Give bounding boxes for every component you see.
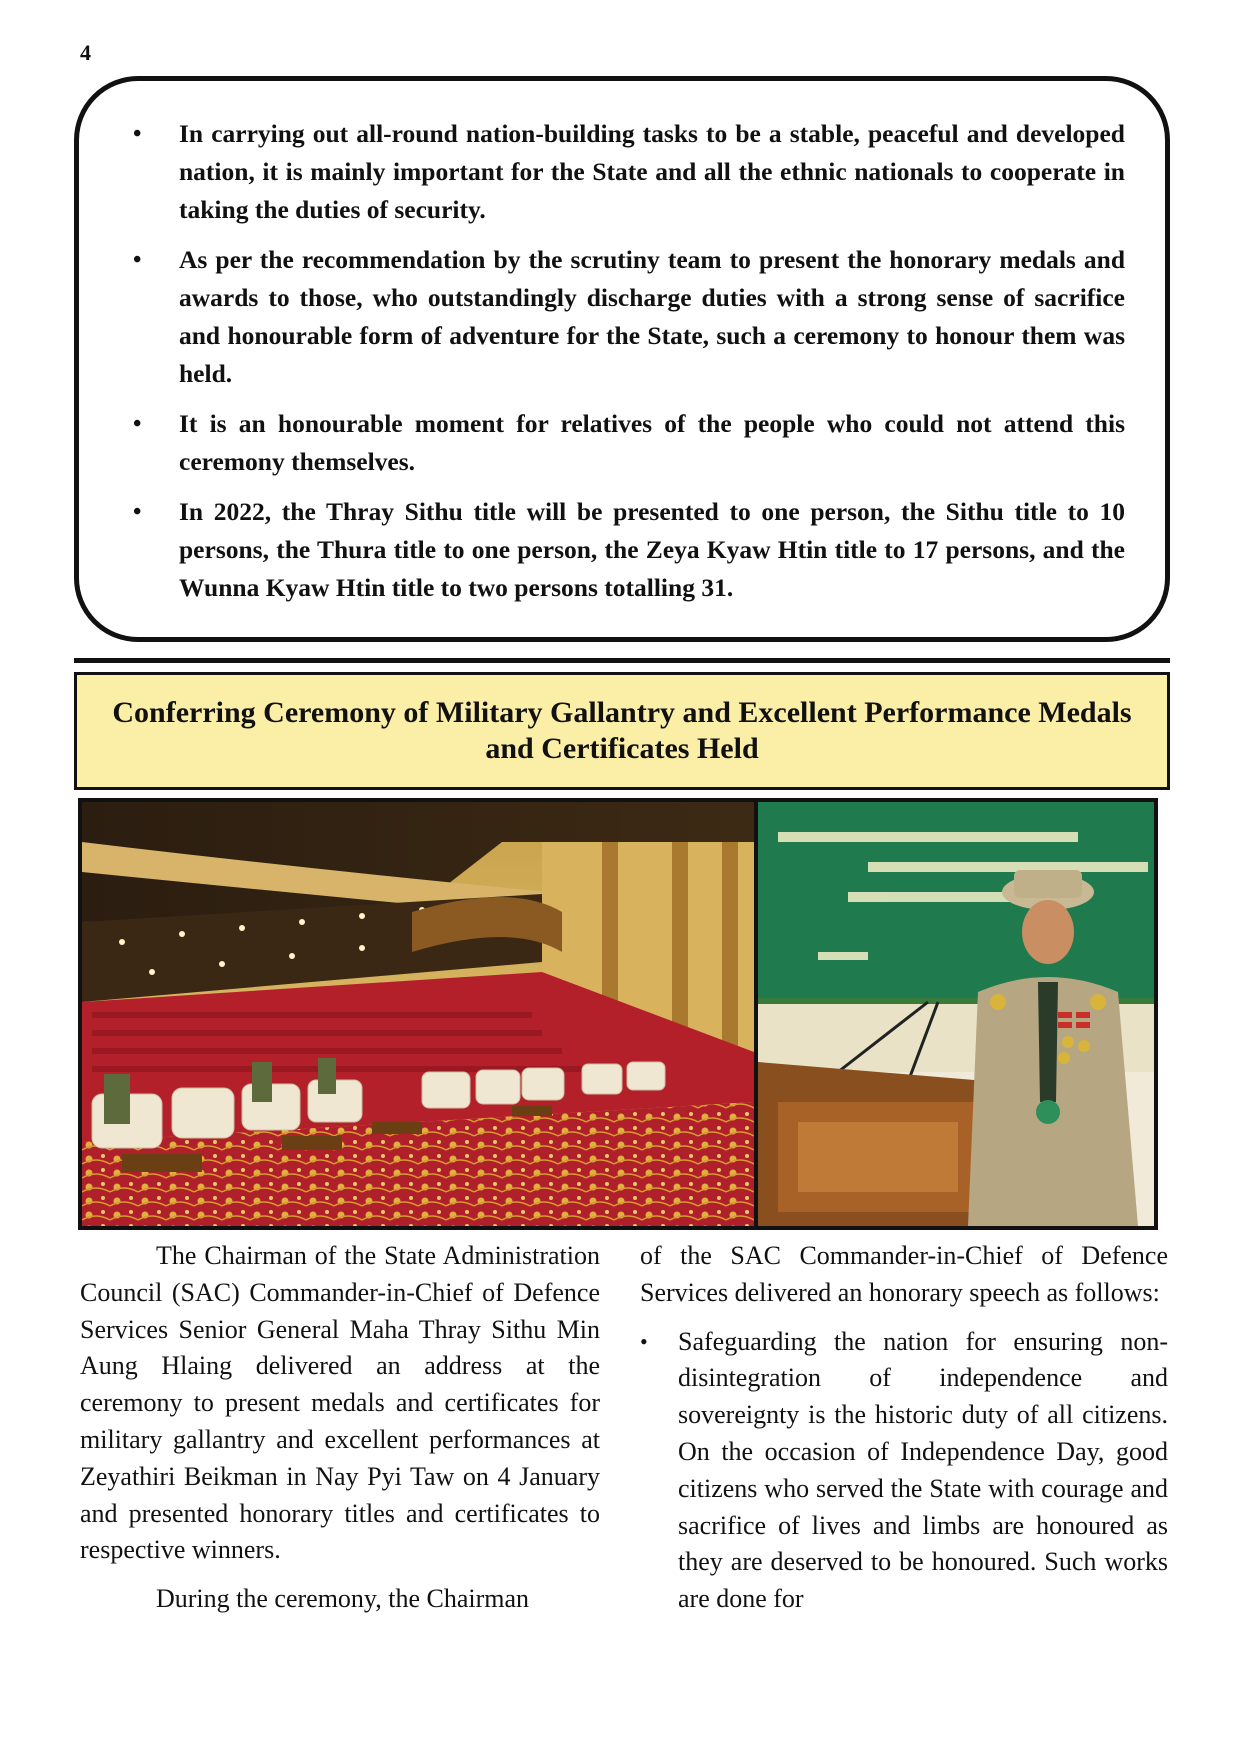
hall-audience-photo xyxy=(82,802,754,1226)
article-title-line2: and Certificates Held xyxy=(485,732,759,765)
speech-point-text: Safeguarding the nation for ensuring non-disintegration of independence and sovereignty is the historic duty of all citizens. On the occasion of Independence Day, good citizens who served the State with courage and sacrifice of lives and limbs are honoured as they are deserved to be honoured. Such works are done for xyxy=(678,1326,1168,1614)
bullet-icon: • xyxy=(133,247,142,273)
bullet-icon: • xyxy=(133,121,142,147)
article-body xyxy=(80,1238,1168,1738)
highlight-text: In 2022, the Thray Sithu title will be presented to one person, the Sithu title to 10 persons, the Thura title to one person, the Zeya Kyaw Htin title to 17 persons, and the Wunna Kyaw Htin title to two persons totalling 31. xyxy=(179,497,1125,602)
section-divider xyxy=(74,658,1170,663)
page-number: 4 xyxy=(80,40,91,65)
bullet-icon: • xyxy=(640,1328,648,1354)
highlight-item xyxy=(111,405,1125,481)
highlights-box xyxy=(74,76,1170,642)
article-title xyxy=(112,695,1131,767)
highlight-item xyxy=(111,493,1125,607)
speech-point xyxy=(640,1324,1168,1618)
article-paragraph-continuation: of the SAC Commander-in-Chief of Defence Services delivered an honorary speech as follows: xyxy=(640,1241,1168,1307)
bullet-icon: • xyxy=(133,411,142,437)
article-paragraph: The Chairman of the State Administration Council (SAC) Commander-in-Chief of Defence Services Senior General Maha Thray Sithu Min Aung Hlaing delivered an address at the ceremony to present medals and certificates for military gallantry and excellent performances at Zeyathiri Beikman in Nay Pyi Taw on 4 January and presented honorary titles and certificates to respective winners. xyxy=(80,1241,600,1565)
highlight-text: As per the recommendation by the scrutiny team to present the honorary medals and awards to those, who outstandingly discharge duties with a strong sense of sacrifice and honourable form of adventure for the State, such a ceremony to honour them was held. xyxy=(179,245,1125,388)
highlight-text: It is an honourable moment for relatives of the people who could not attend this ceremony themselves. xyxy=(179,409,1125,476)
highlight-item xyxy=(111,241,1125,393)
article-column-right xyxy=(640,1238,1168,1618)
article-title-box xyxy=(74,672,1170,790)
article-paragraph-continued: During the ceremony, the Chairman xyxy=(156,1584,530,1614)
highlight-item xyxy=(111,115,1125,229)
highlights-list xyxy=(111,115,1125,607)
speaker-at-podium-photo xyxy=(758,802,1154,1226)
photo-strip xyxy=(78,798,1158,1230)
bullet-icon: • xyxy=(133,499,142,525)
highlight-text: In carrying out all-round nation-building tasks to be a stable, peaceful and developed nation, it is mainly important for the State and all the ethnic nationals to cooperate in taking the duties of security. xyxy=(179,119,1125,224)
speech-points-list xyxy=(640,1324,1168,1618)
article-title-line1: Conferring Ceremony of Military Gallantry and Excellent Performance Medals xyxy=(112,696,1132,729)
article-column-left xyxy=(80,1238,600,1630)
